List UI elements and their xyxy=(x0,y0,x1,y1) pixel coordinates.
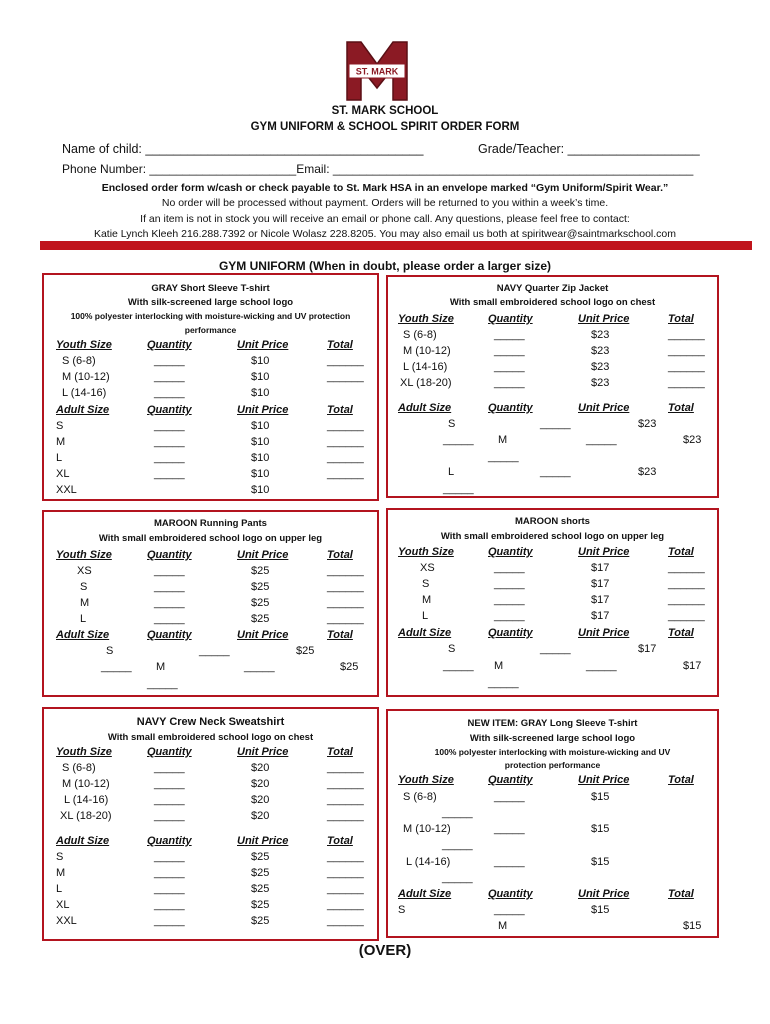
quantity-field[interactable]: _____ xyxy=(154,387,185,399)
over-label: (OVER) xyxy=(358,942,412,959)
quantity-field[interactable]: _____ xyxy=(154,355,185,367)
price-label: $25 xyxy=(296,645,315,657)
size-label: S xyxy=(80,581,88,593)
size-label: S (6-8) xyxy=(403,329,437,341)
longsleeve-desc-2: protection performance xyxy=(504,760,601,770)
quantity-header: Quantity xyxy=(488,546,533,558)
youth-size-header: Youth Size xyxy=(398,774,454,786)
sweatshirt-title: NAVY Crew Neck Sweatshirt xyxy=(136,716,285,728)
size-label: M xyxy=(156,661,166,673)
shorts-title: MAROON shorts xyxy=(515,516,590,527)
total-header: Total xyxy=(668,774,694,786)
size-label: S xyxy=(56,420,64,432)
price-label: $23 xyxy=(591,329,610,341)
youth-size-header: Youth Size xyxy=(398,546,454,558)
total-header: Total xyxy=(668,313,694,325)
price-label: $25 xyxy=(251,867,270,879)
quantity-field[interactable]: _____ xyxy=(494,361,525,373)
price-label: $17 xyxy=(591,578,610,590)
price-label: $15 xyxy=(591,823,610,835)
total-field[interactable]: ______ xyxy=(668,562,705,574)
total-field[interactable]: ______ xyxy=(327,778,364,790)
adult-size-header: Adult Size xyxy=(56,835,110,847)
quantity-header: Quantity xyxy=(488,313,533,325)
price-label: $23 xyxy=(591,345,610,357)
size-label: M (10-12) xyxy=(403,345,451,357)
unit-price-header: Unit Price xyxy=(578,627,630,639)
quantity-field[interactable]: _____ xyxy=(154,899,185,911)
youth-size-header: Youth Size xyxy=(56,549,112,561)
shorts-subtitle: With small embroidered school logo on upper leg xyxy=(440,531,665,542)
tshirt-subtitle: With silk-screened large school logo xyxy=(127,297,294,308)
size-label: L xyxy=(422,610,429,622)
price-label: $15 xyxy=(591,856,610,868)
quantity-field[interactable]: _____ xyxy=(154,867,185,879)
unit-price-header: Unit Price xyxy=(578,774,630,786)
quantity-field[interactable]: _____ xyxy=(154,436,185,448)
price-label: $20 xyxy=(251,794,270,806)
size-label: S xyxy=(448,418,456,430)
total-field[interactable]: _____ xyxy=(101,661,132,673)
adult-size-header: Adult Size xyxy=(56,629,110,641)
total-field[interactable]: ______ xyxy=(327,613,364,625)
total-header: Total xyxy=(327,746,353,758)
quantity-header: Quantity xyxy=(488,627,533,639)
price-label: $25 xyxy=(251,613,270,625)
quantity-field[interactable]: _____ xyxy=(154,371,185,383)
total-header: Total xyxy=(668,546,694,558)
divider-bar xyxy=(40,241,752,250)
size-label: M (10-12) xyxy=(403,823,451,835)
quantity-header: Quantity xyxy=(147,835,192,847)
tshirt-box xyxy=(42,273,379,501)
unit-price-header: Unit Price xyxy=(237,746,289,758)
total-field[interactable]: ______ xyxy=(327,420,364,432)
size-label: M xyxy=(498,434,508,446)
unit-price-header: Unit Price xyxy=(578,313,630,325)
adult-size-header: Adult Size xyxy=(56,404,110,416)
total-field[interactable]: _____ xyxy=(442,807,473,819)
price-label: $17 xyxy=(683,660,702,672)
quantity-field[interactable]: _____ xyxy=(244,661,275,673)
total-field[interactable]: ______ xyxy=(327,371,364,383)
total-field[interactable]: ______ xyxy=(327,597,364,609)
quantity-field[interactable]: _____ xyxy=(494,377,525,389)
quantity-field[interactable]: _____ xyxy=(586,434,617,446)
jacket-subtitle: With small embroidered school logo on chest xyxy=(449,297,656,308)
jacket-box xyxy=(386,275,719,498)
total-field[interactable]: ______ xyxy=(668,594,705,606)
school-logo xyxy=(345,40,409,102)
total-field[interactable]: ______ xyxy=(327,899,364,911)
price-label: $17 xyxy=(638,643,657,655)
total-field[interactable]: ______ xyxy=(327,355,364,367)
quantity-field[interactable]: _____ xyxy=(494,345,525,357)
price-label: $25 xyxy=(251,915,270,927)
pants-subtitle: With small embroidered school logo on upper leg xyxy=(98,533,323,544)
total-field[interactable]: ______ xyxy=(668,377,705,389)
total-field[interactable]: ______ xyxy=(327,436,364,448)
quantity-header: Quantity xyxy=(147,404,192,416)
total-field[interactable]: _____ xyxy=(442,839,473,851)
quantity-header: Quantity xyxy=(488,774,533,786)
size-label: M xyxy=(498,920,508,932)
size-label: S xyxy=(106,645,114,657)
quantity-field[interactable]: _____ xyxy=(586,660,617,672)
size-label: XXL xyxy=(56,915,77,927)
logo-text: ST. MARK xyxy=(355,66,399,77)
quantity-field[interactable]: _____ xyxy=(494,856,525,868)
child-name-field[interactable]: Name of child: ________________________________________ xyxy=(62,142,424,156)
total-field[interactable]: ______ xyxy=(668,361,705,373)
enclosed-note: Enclosed order form w/cash or check payable to St. Mark HSA in an envelope marked “Gym Uniform/Spirit Wear.” xyxy=(101,182,669,194)
total-header: Total xyxy=(327,339,353,351)
quantity-header: Quantity xyxy=(147,339,192,351)
total-header: Total xyxy=(668,627,694,639)
total-field[interactable]: ______ xyxy=(668,610,705,622)
total-field[interactable]: _____ xyxy=(147,678,178,690)
price-label: $23 xyxy=(591,377,610,389)
total-header: Total xyxy=(668,402,694,414)
quantity-field[interactable]: _____ xyxy=(154,597,185,609)
total-header: Total xyxy=(327,404,353,416)
total-header: Total xyxy=(668,888,694,900)
total-header: Total xyxy=(327,835,353,847)
size-label: L xyxy=(448,466,455,478)
section-title: GYM UNIFORM (When in doubt, please order a larger size) xyxy=(218,259,552,273)
total-header: Total xyxy=(327,629,353,641)
size-label: L xyxy=(56,883,63,895)
size-label: S (6-8) xyxy=(62,762,96,774)
unit-price-header: Unit Price xyxy=(578,888,630,900)
form-title: GYM UNIFORM & SCHOOL SPIRIT ORDER FORM xyxy=(250,121,520,133)
total-field[interactable]: ______ xyxy=(327,468,364,480)
unit-price-header: Unit Price xyxy=(237,629,289,641)
contact-note: Katie Lynch Kleeh 216.288.7392 or Nicole Wolasz 228.8205. You may also email us both at spiritwear@saintmarkschool.com xyxy=(93,228,677,240)
quantity-field[interactable]: _____ xyxy=(154,851,185,863)
longsleeve-box xyxy=(386,709,719,938)
size-label: XL (18-20) xyxy=(60,810,112,822)
price-label: $10 xyxy=(251,420,270,432)
price-label: $15 xyxy=(683,920,702,932)
price-label: $23 xyxy=(638,466,657,478)
price-label: $25 xyxy=(251,597,270,609)
price-label: $25 xyxy=(251,565,270,577)
quantity-header: Quantity xyxy=(147,629,192,641)
quantity-field[interactable]: _____ xyxy=(494,791,525,803)
size-label: S (6-8) xyxy=(403,791,437,803)
price-label: $10 xyxy=(251,452,270,464)
total-field[interactable]: _____ xyxy=(443,483,474,495)
price-label: $23 xyxy=(638,418,657,430)
payment-note: No order will be processed without payment. Orders will be returned to you within a week’s time. xyxy=(161,197,609,209)
size-label: L (14-16) xyxy=(62,387,107,399)
price-label: $10 xyxy=(251,371,270,383)
tshirt-desc-2: performance xyxy=(184,325,237,335)
quantity-field[interactable]: _____ xyxy=(494,610,525,622)
unit-price-header: Unit Price xyxy=(237,339,289,351)
longsleeve-subtitle: With silk-screened large school logo xyxy=(469,733,636,744)
price-label: $25 xyxy=(251,851,270,863)
quantity-field[interactable]: _____ xyxy=(540,643,571,655)
quantity-field[interactable]: _____ xyxy=(494,329,525,341)
unit-price-header: Unit Price xyxy=(237,404,289,416)
quantity-field[interactable]: _____ xyxy=(494,594,525,606)
price-label: $20 xyxy=(251,762,270,774)
total-field[interactable]: _____ xyxy=(488,451,519,463)
size-label: XXL xyxy=(56,484,77,496)
quantity-header: Quantity xyxy=(147,549,192,561)
price-label: $20 xyxy=(251,778,270,790)
unit-price-header: Unit Price xyxy=(237,835,289,847)
quantity-field[interactable]: _____ xyxy=(154,581,185,593)
size-label: M xyxy=(56,867,66,879)
size-label: L (14-16) xyxy=(406,856,451,868)
size-label: M xyxy=(494,660,504,672)
total-field[interactable]: ______ xyxy=(668,345,705,357)
quantity-field[interactable]: _____ xyxy=(154,565,185,577)
total-field[interactable]: ______ xyxy=(327,810,364,822)
quantity-field[interactable]: _____ xyxy=(154,915,185,927)
tshirt-desc: 100% polyester interlocking with moisture-wicking and UV protection xyxy=(70,311,351,321)
price-label: $17 xyxy=(591,562,610,574)
quantity-field[interactable]: _____ xyxy=(154,613,185,625)
sweatshirt-subtitle: With small embroidered school logo on chest xyxy=(107,732,314,743)
price-label: $10 xyxy=(251,436,270,448)
quantity-field[interactable]: _____ xyxy=(494,562,525,574)
quantity-field[interactable]: _____ xyxy=(154,883,185,895)
price-label: $20 xyxy=(251,810,270,822)
quantity-field[interactable]: _____ xyxy=(154,452,185,464)
stock-note: If an item is not in stock you will receive an email or phone call. Any questions, please feel free to contact: xyxy=(140,213,630,225)
phone-email-field[interactable]: Phone Number: ______________________Email: ______________________________________________________ xyxy=(62,162,694,176)
longsleeve-title: NEW ITEM: GRAY Long Sleeve T-shirt xyxy=(467,718,638,729)
shorts-box xyxy=(386,508,719,697)
size-label: S xyxy=(56,851,64,863)
price-label: $25 xyxy=(251,883,270,895)
size-label: S xyxy=(448,643,456,655)
quantity-field[interactable]: _____ xyxy=(540,466,571,478)
tshirt-title: GRAY Short Sleeve T-shirt xyxy=(151,283,270,294)
quantity-field[interactable]: _____ xyxy=(154,762,185,774)
size-label: XL xyxy=(56,468,70,480)
price-label: $17 xyxy=(591,610,610,622)
size-label: XL xyxy=(56,899,70,911)
size-label: XL (18-20) xyxy=(400,377,452,389)
total-field[interactable]: ______ xyxy=(668,578,705,590)
quantity-header: Quantity xyxy=(147,746,192,758)
size-label: M (10-12) xyxy=(62,778,110,790)
total-field[interactable]: _____ xyxy=(443,660,474,672)
total-field[interactable]: ______ xyxy=(327,762,364,774)
size-label: L xyxy=(80,613,87,625)
total-field[interactable]: ______ xyxy=(327,794,364,806)
adult-size-header: Adult Size xyxy=(398,627,452,639)
price-label: $23 xyxy=(683,434,702,446)
pants-title: MAROON Running Pants xyxy=(154,518,267,529)
quantity-field[interactable]: _____ xyxy=(540,418,571,430)
price-label: $15 xyxy=(591,791,610,803)
quantity-field[interactable]: _____ xyxy=(494,578,525,590)
quantity-field[interactable]: _____ xyxy=(494,823,525,835)
size-label: L xyxy=(56,452,63,464)
quantity-field[interactable]: _____ xyxy=(154,778,185,790)
unit-price-header: Unit Price xyxy=(237,549,289,561)
quantity-header: Quantity xyxy=(488,888,533,900)
total-field[interactable]: _____ xyxy=(488,677,519,689)
pants-box xyxy=(42,510,379,697)
quantity-field[interactable]: _____ xyxy=(199,645,230,657)
school-name: ST. MARK SCHOOL xyxy=(331,105,439,117)
price-label: $25 xyxy=(340,661,359,673)
total-field[interactable]: ______ xyxy=(327,883,364,895)
size-label: XS xyxy=(420,562,435,574)
total-field[interactable]: _____ xyxy=(443,434,474,446)
size-label: L (14-16) xyxy=(403,361,448,373)
total-field[interactable]: ______ xyxy=(327,452,364,464)
unit-price-header: Unit Price xyxy=(578,546,630,558)
quantity-field[interactable]: _____ xyxy=(154,810,185,822)
price-label: $25 xyxy=(251,899,270,911)
youth-size-header: Youth Size xyxy=(56,339,112,351)
total-field[interactable]: ______ xyxy=(327,867,364,879)
quantity-field[interactable]: _____ xyxy=(154,794,185,806)
total-field[interactable]: ______ xyxy=(327,565,364,577)
sweatshirt-box xyxy=(42,707,379,941)
quantity-field[interactable]: _____ xyxy=(154,468,185,480)
total-field[interactable]: _____ xyxy=(442,872,473,884)
size-label: S (6-8) xyxy=(62,355,96,367)
price-label: $25 xyxy=(251,581,270,593)
quantity-field[interactable]: _____ xyxy=(494,904,525,916)
youth-size-header: Youth Size xyxy=(56,746,112,758)
size-label: M xyxy=(422,594,432,606)
quantity-header: Quantity xyxy=(488,402,533,414)
size-label: XS xyxy=(77,565,92,577)
size-label: S xyxy=(422,578,430,590)
total-field[interactable]: ______ xyxy=(327,851,364,863)
adult-size-header: Adult Size xyxy=(398,402,452,414)
total-field[interactable]: ______ xyxy=(668,329,705,341)
price-label: $10 xyxy=(251,468,270,480)
adult-size-header: Adult Size xyxy=(398,888,452,900)
jacket-title: NAVY Quarter Zip Jacket xyxy=(496,283,609,294)
price-label: $17 xyxy=(591,594,610,606)
size-label: M (10-12) xyxy=(62,371,110,383)
price-label: $10 xyxy=(251,484,270,496)
unit-price-header: Unit Price xyxy=(578,402,630,414)
total-field[interactable]: ______ xyxy=(327,915,364,927)
total-header: Total xyxy=(327,549,353,561)
size-label: M xyxy=(80,597,90,609)
quantity-field[interactable]: _____ xyxy=(154,420,185,432)
grade-teacher-field[interactable]: Grade/Teacher: ___________________ xyxy=(478,142,700,156)
price-label: $10 xyxy=(251,355,270,367)
size-label: L (14-16) xyxy=(64,794,109,806)
price-label: $15 xyxy=(591,904,610,916)
total-field[interactable]: ______ xyxy=(327,581,364,593)
price-label: $23 xyxy=(591,361,610,373)
size-label: M xyxy=(56,436,66,448)
longsleeve-desc: 100% polyester interlocking with moisture-wicking and UV xyxy=(434,747,671,757)
price-label: $10 xyxy=(251,387,270,399)
size-label: S xyxy=(398,904,406,916)
youth-size-header: Youth Size xyxy=(398,313,454,325)
